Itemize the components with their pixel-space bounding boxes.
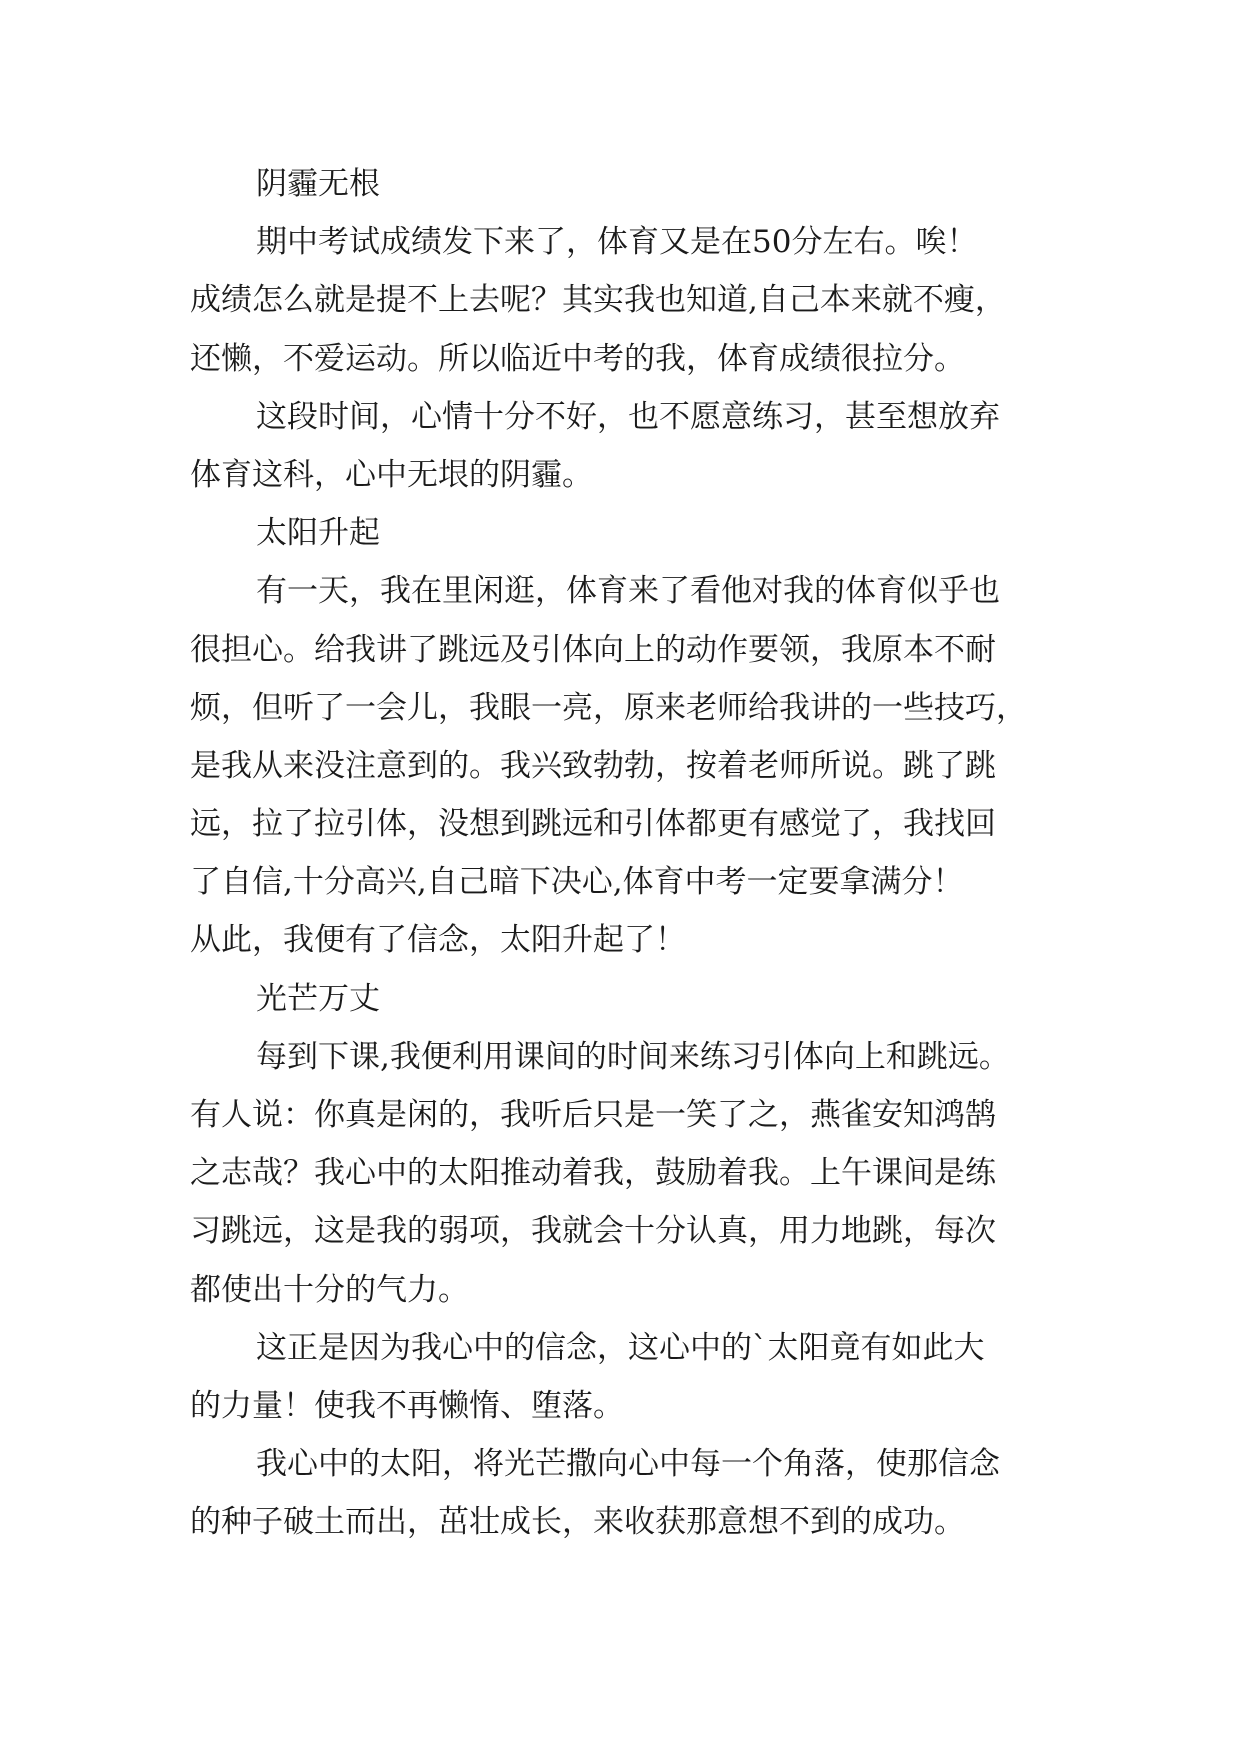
paragraph-line: 还懒，不爱运动。所以临近中考的我，体育成绩很拉分。 [190,340,965,377]
paragraph-line: 都使出十分的气力。 [190,1271,469,1308]
paragraph-line: 远，拉了拉引体，没想到跳远和引体都更有感觉了，我找回 [190,806,996,843]
paragraph-line: 成绩怎么就是提不上去呢？其实我也知道,自己本来就不瘦， [190,282,1006,319]
paragraph-line: 这正是因为我心中的信念，这心中的`太阳竟有如此大 [256,1329,985,1366]
paragraph-line: 我心中的太阳，将光芒撒向心中每一个角落，使那信念 [256,1446,1000,1483]
section-heading: 阴霾无根 [256,166,380,202]
paragraph-line: 了自信,十分高兴,自己暗下决心,体育中考一定要拿满分！ [190,864,964,901]
paragraph-line: 体育这科，心中无垠的阴霾。 [190,456,593,493]
paragraph-line: 有人说：你真是闲的，我听后只是一笑了之，燕雀安知鸿鹄 [190,1097,996,1133]
document-body [190,155,1070,1552]
paragraph-line: 很担心。给我讲了跳远及引体向上的动作要领，我原本不耐 [190,631,996,668]
paragraph-line: 期中考试成绩发下来了，体育又是在50分左右。唉！ [256,224,978,261]
paragraph-line: 是我从来没注意到的。我兴致勃勃，按着老师所说。跳了跳 [190,747,996,784]
paragraph-line: 有一天，我在里闲逛，体育来了看他对我的体育似乎也 [256,573,1000,610]
section-heading: 光芒万丈 [256,980,380,1017]
paragraph-line: 每到下课,我便利用课间的时间来练习引体向上和跳远。 [256,1038,1010,1075]
paragraph-line: 烦，但听了一会儿，我眼一亮，原来老师给我讲的一些技巧， [190,689,1027,726]
paragraph-line: 从此，我便有了信念，太阳升起了！ [190,922,686,959]
paragraph-line: 之志哉？我心中的太阳推动着我，鼓励着我。上午课间是练 [190,1155,996,1192]
section-heading: 太阳升起 [256,515,380,552]
paragraph-line: 的力量！使我不再懒惰、堕落。 [190,1387,624,1424]
paragraph-line: 习跳远，这是我的弱项，我就会十分认真，用力地跳，每次 [190,1213,996,1250]
paragraph-line: 的种子破土而出，茁壮成长，来收获那意想不到的成功。 [190,1504,965,1541]
paragraph-line: 这段时间，心情十分不好，也不愿意练习，甚至想放弃 [256,398,1000,435]
